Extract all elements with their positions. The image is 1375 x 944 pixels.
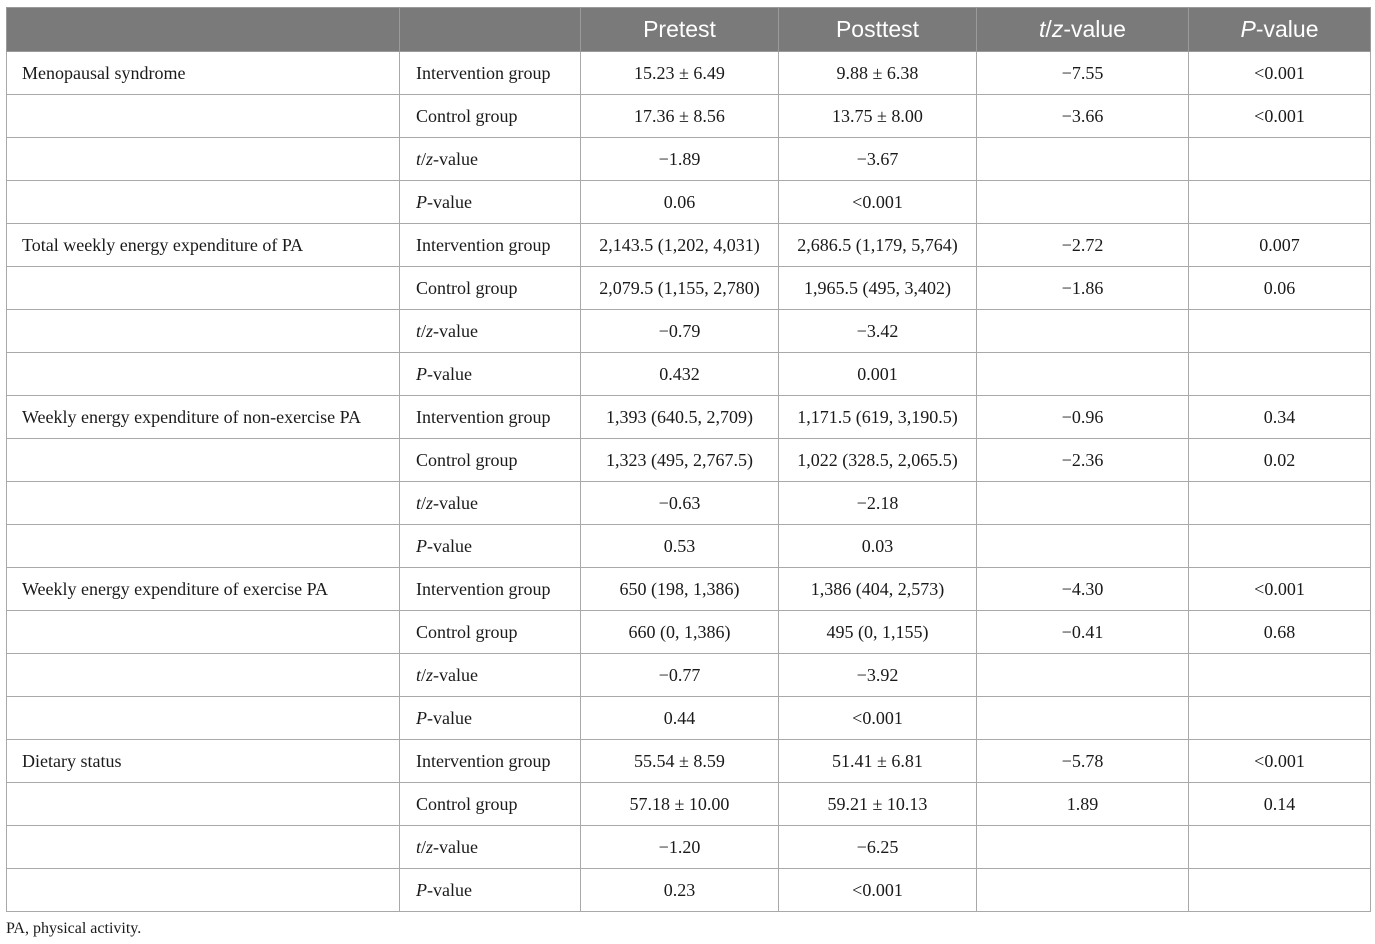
tz-value-cell <box>977 525 1189 568</box>
table-row <box>7 654 1371 697</box>
posttest-cell: 9.88 ± 6.38 <box>779 52 977 95</box>
outcome-label-cell <box>7 439 400 482</box>
posttest-cell: 59.21 ± 10.13 <box>779 783 977 826</box>
posttest-cell: 1,171.5 (619, 3,190.5) <box>779 396 977 439</box>
pretest-cell: 0.44 <box>581 697 779 740</box>
header-row <box>7 8 1371 52</box>
outcome-label-cell <box>7 138 400 181</box>
table-row <box>7 740 1371 783</box>
tz-value-cell <box>977 353 1189 396</box>
posttest-cell: −3.67 <box>779 138 977 181</box>
header-group <box>400 8 581 52</box>
p-value-cell <box>1189 181 1371 224</box>
tz-value-cell <box>977 181 1189 224</box>
outcome-label-cell <box>7 310 400 353</box>
group-cell: P-value <box>400 869 581 912</box>
outcome-label-cell: Weekly energy expenditure of non-exercise PA <box>7 396 400 439</box>
posttest-cell: <0.001 <box>779 697 977 740</box>
posttest-cell: −2.18 <box>779 482 977 525</box>
outcome-label-cell <box>7 697 400 740</box>
outcome-label-cell <box>7 267 400 310</box>
posttest-cell: <0.001 <box>779 869 977 912</box>
group-cell: Intervention group <box>400 740 581 783</box>
pretest-cell: −0.77 <box>581 654 779 697</box>
pretest-cell: 17.36 ± 8.56 <box>581 95 779 138</box>
tz-value-cell: −0.96 <box>977 396 1189 439</box>
outcome-label-cell <box>7 826 400 869</box>
pretest-cell: 1,393 (640.5, 2,709) <box>581 396 779 439</box>
group-cell: P-value <box>400 697 581 740</box>
pretest-cell: 0.06 <box>581 181 779 224</box>
tz-value-cell <box>977 138 1189 181</box>
pretest-cell: 0.53 <box>581 525 779 568</box>
group-cell: Intervention group <box>400 52 581 95</box>
group-cell: Control group <box>400 439 581 482</box>
group-cell: t/z-value <box>400 310 581 353</box>
pretest-cell: 15.23 ± 6.49 <box>581 52 779 95</box>
tz-value-cell <box>977 697 1189 740</box>
table-body <box>7 52 1371 912</box>
header-outcome <box>7 8 400 52</box>
p-value-cell <box>1189 654 1371 697</box>
posttest-cell: −3.42 <box>779 310 977 353</box>
p-value-cell <box>1189 310 1371 353</box>
table-header <box>7 8 1371 52</box>
pretest-cell: 0.23 <box>581 869 779 912</box>
posttest-cell: 0.03 <box>779 525 977 568</box>
tz-value-cell: −2.72 <box>977 224 1189 267</box>
results-table-container <box>6 7 1370 912</box>
group-cell: P-value <box>400 525 581 568</box>
outcome-label-cell <box>7 654 400 697</box>
header-p-value: P-value <box>1189 8 1371 52</box>
table-row <box>7 525 1371 568</box>
tz-value-cell: −3.66 <box>977 95 1189 138</box>
posttest-cell: 0.001 <box>779 353 977 396</box>
p-value-cell: 0.007 <box>1189 224 1371 267</box>
table-row <box>7 783 1371 826</box>
table-row <box>7 568 1371 611</box>
table-row <box>7 138 1371 181</box>
tz-value-cell <box>977 482 1189 525</box>
group-cell: t/z-value <box>400 138 581 181</box>
posttest-cell: 1,022 (328.5, 2,065.5) <box>779 439 977 482</box>
header-posttest: Posttest <box>779 8 977 52</box>
table-row <box>7 95 1371 138</box>
outcome-label-cell <box>7 181 400 224</box>
tz-value-cell <box>977 310 1189 353</box>
tz-value-cell <box>977 654 1189 697</box>
p-value-cell: 0.68 <box>1189 611 1371 654</box>
p-value-cell <box>1189 482 1371 525</box>
posttest-cell: −6.25 <box>779 826 977 869</box>
pretest-cell: 55.54 ± 8.59 <box>581 740 779 783</box>
p-value-cell: 0.14 <box>1189 783 1371 826</box>
table-row <box>7 353 1371 396</box>
group-cell: t/z-value <box>400 826 581 869</box>
outcome-label-cell: Dietary status <box>7 740 400 783</box>
pretest-cell: 1,323 (495, 2,767.5) <box>581 439 779 482</box>
tz-value-cell <box>977 826 1189 869</box>
table-row <box>7 697 1371 740</box>
pretest-cell: 2,079.5 (1,155, 2,780) <box>581 267 779 310</box>
p-value-cell: <0.001 <box>1189 568 1371 611</box>
tz-value-cell: −2.36 <box>977 439 1189 482</box>
group-cell: t/z-value <box>400 654 581 697</box>
tz-value-cell: −4.30 <box>977 568 1189 611</box>
tz-value-cell: −5.78 <box>977 740 1189 783</box>
p-value-cell <box>1189 826 1371 869</box>
footnote: PA, physical activity. <box>6 920 142 937</box>
outcome-label-cell <box>7 353 400 396</box>
table-row <box>7 396 1371 439</box>
table-row <box>7 869 1371 912</box>
tz-value-cell: −7.55 <box>977 52 1189 95</box>
posttest-cell: 51.41 ± 6.81 <box>779 740 977 783</box>
pretest-cell: 57.18 ± 10.00 <box>581 783 779 826</box>
table-row <box>7 482 1371 525</box>
outcome-label-cell <box>7 611 400 654</box>
outcome-label-cell <box>7 869 400 912</box>
pretest-cell: 2,143.5 (1,202, 4,031) <box>581 224 779 267</box>
tz-value-cell: −0.41 <box>977 611 1189 654</box>
table-row <box>7 267 1371 310</box>
tz-value-cell: 1.89 <box>977 783 1189 826</box>
p-value-cell <box>1189 869 1371 912</box>
pretest-cell: −1.89 <box>581 138 779 181</box>
posttest-cell: 2,686.5 (1,179, 5,764) <box>779 224 977 267</box>
tz-value-cell: −1.86 <box>977 267 1189 310</box>
p-value-cell: <0.001 <box>1189 52 1371 95</box>
p-value-cell: <0.001 <box>1189 95 1371 138</box>
p-value-cell <box>1189 353 1371 396</box>
header-pretest: Pretest <box>581 8 779 52</box>
outcome-label-cell <box>7 783 400 826</box>
group-cell: t/z-value <box>400 482 581 525</box>
outcome-label-cell <box>7 482 400 525</box>
posttest-cell: <0.001 <box>779 181 977 224</box>
table-row <box>7 439 1371 482</box>
outcome-label-cell: Menopausal syndrome <box>7 52 400 95</box>
p-value-cell <box>1189 697 1371 740</box>
posttest-cell: 495 (0, 1,155) <box>779 611 977 654</box>
posttest-cell: 1,386 (404, 2,573) <box>779 568 977 611</box>
pretest-cell: −0.63 <box>581 482 779 525</box>
results-table <box>6 7 1371 912</box>
posttest-cell: 13.75 ± 8.00 <box>779 95 977 138</box>
p-value-cell: <0.001 <box>1189 740 1371 783</box>
outcome-label-cell <box>7 95 400 138</box>
table-row <box>7 224 1371 267</box>
group-cell: P-value <box>400 181 581 224</box>
table-row <box>7 310 1371 353</box>
table-row <box>7 52 1371 95</box>
table-row <box>7 826 1371 869</box>
header-tz-value: t/z-value <box>977 8 1189 52</box>
outcome-label-cell: Total weekly energy expenditure of PA <box>7 224 400 267</box>
group-cell: Control group <box>400 783 581 826</box>
group-cell: Intervention group <box>400 568 581 611</box>
p-value-cell <box>1189 138 1371 181</box>
table-row <box>7 611 1371 654</box>
tz-value-cell <box>977 869 1189 912</box>
pretest-cell: 0.432 <box>581 353 779 396</box>
p-value-cell <box>1189 525 1371 568</box>
p-value-cell: 0.34 <box>1189 396 1371 439</box>
pretest-cell: −0.79 <box>581 310 779 353</box>
group-cell: Control group <box>400 611 581 654</box>
group-cell: Intervention group <box>400 224 581 267</box>
group-cell: Control group <box>400 95 581 138</box>
group-cell: P-value <box>400 353 581 396</box>
posttest-cell: 1,965.5 (495, 3,402) <box>779 267 977 310</box>
p-value-cell: 0.06 <box>1189 267 1371 310</box>
pretest-cell: −1.20 <box>581 826 779 869</box>
outcome-label-cell <box>7 525 400 568</box>
table-row <box>7 181 1371 224</box>
posttest-cell: −3.92 <box>779 654 977 697</box>
outcome-label-cell: Weekly energy expenditure of exercise PA <box>7 568 400 611</box>
group-cell: Intervention group <box>400 396 581 439</box>
pretest-cell: 650 (198, 1,386) <box>581 568 779 611</box>
pretest-cell: 660 (0, 1,386) <box>581 611 779 654</box>
group-cell: Control group <box>400 267 581 310</box>
p-value-cell: 0.02 <box>1189 439 1371 482</box>
